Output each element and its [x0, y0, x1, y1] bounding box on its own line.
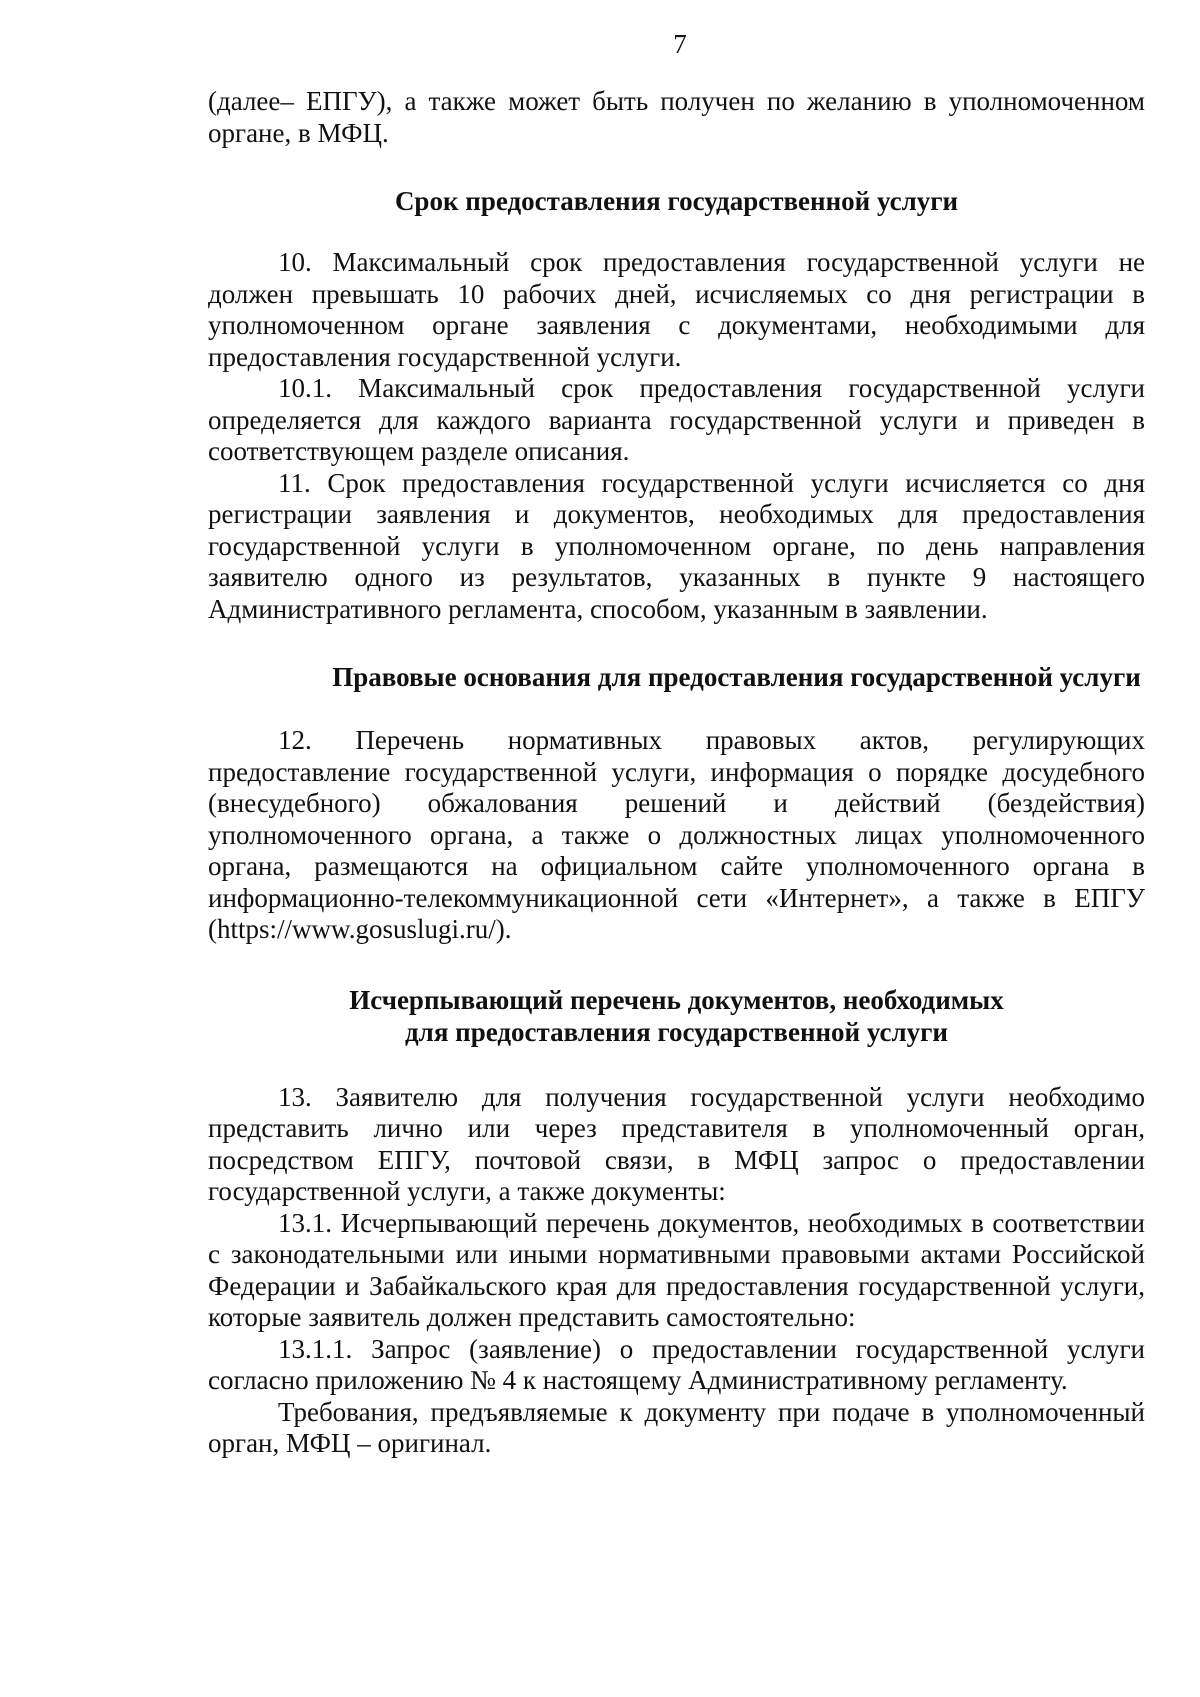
- paragraph-12: 12. Перечень нормативных правовых актов, регулирующих предоставление государственной услуги, информация о порядке досудебного (внесудебного) обжалования решений и действий (бездействия) уполномоченного органа, а также о должностных лицах уполномоченного органа, размещаются на официальном сайте уполномоченного органа в информационно-телекоммуникационной сети «Интернет», а также в ЕПГУ (https://www.gosuslugi.ru/).: [208, 725, 1145, 944]
- paragraph-13: 13. Заявителю для получения государственной услуги необходимо представить лично или через представителя в уполномоченный орган, посредством ЕПГУ, почтовой связи, в МФЦ запрос о предоставлении государственной услуги, а также документы:: [208, 1081, 1145, 1206]
- document-body: [208, 86, 1145, 1460]
- paragraph-11: 11. Срок предоставления государственной услуги исчисляется со дня регистрации заявления и документов, необходимых для предоставления государственной услуги в уполномоченном органе, по день направления заявителю одного из результатов, указанных в пункте 9 настоящего Административного регламента, способом, указанным в заявлении.: [208, 467, 1145, 624]
- section-heading-documents-line2: для предоставления государственной услуги: [405, 1016, 948, 1047]
- paragraph-13-1-1: 13.1.1. Запрос (заявление) о предоставлении государственной услуги согласно приложению № 4 к настоящему Административному регламенту.: [208, 1333, 1145, 1395]
- section-heading-term: Срок предоставления государственной услуги: [394, 186, 959, 216]
- page-number: 7: [673, 29, 687, 59]
- paragraph-10: 10. Максимальный срок предоставления государственной услуги не должен превышать 10 рабочих дней, исчисляемых со дня регистрации в уполномоченном органе заявления с документами, необходимыми для предоставления государственной услуги.: [208, 247, 1145, 372]
- section-heading-documents: [208, 984, 1145, 1048]
- paragraph-10-1: 10.1. Максимальный срок предоставления государственной услуги определяется для каждого варианта государственной услуги и приведен в соответствующем разделе описания.: [208, 373, 1145, 466]
- paragraph-13-1: 13.1. Исчерпывающий перечень документов, необходимых в соответствии с законодательными или иными нормативными правовыми актами Российской Федерации и Забайкальского края для предоставления государственной услуги, которые заявитель должен представить самостоятельно:: [208, 1207, 1145, 1332]
- paragraph-requirements: Требования, предъявляемые к документу при подаче в уполномоченный орган, МФЦ – оригинал.: [208, 1396, 1145, 1458]
- section-heading-documents-line1: Исчерпывающий перечень документов, необходимых: [349, 984, 1004, 1015]
- section-heading-legal: Правовые основания для предоставления государственной услуги: [332, 662, 1141, 692]
- intro-paragraph: (далее– ЕПГУ), а также может быть получен по желанию в уполномоченном органе, в МФЦ.: [208, 86, 1145, 148]
